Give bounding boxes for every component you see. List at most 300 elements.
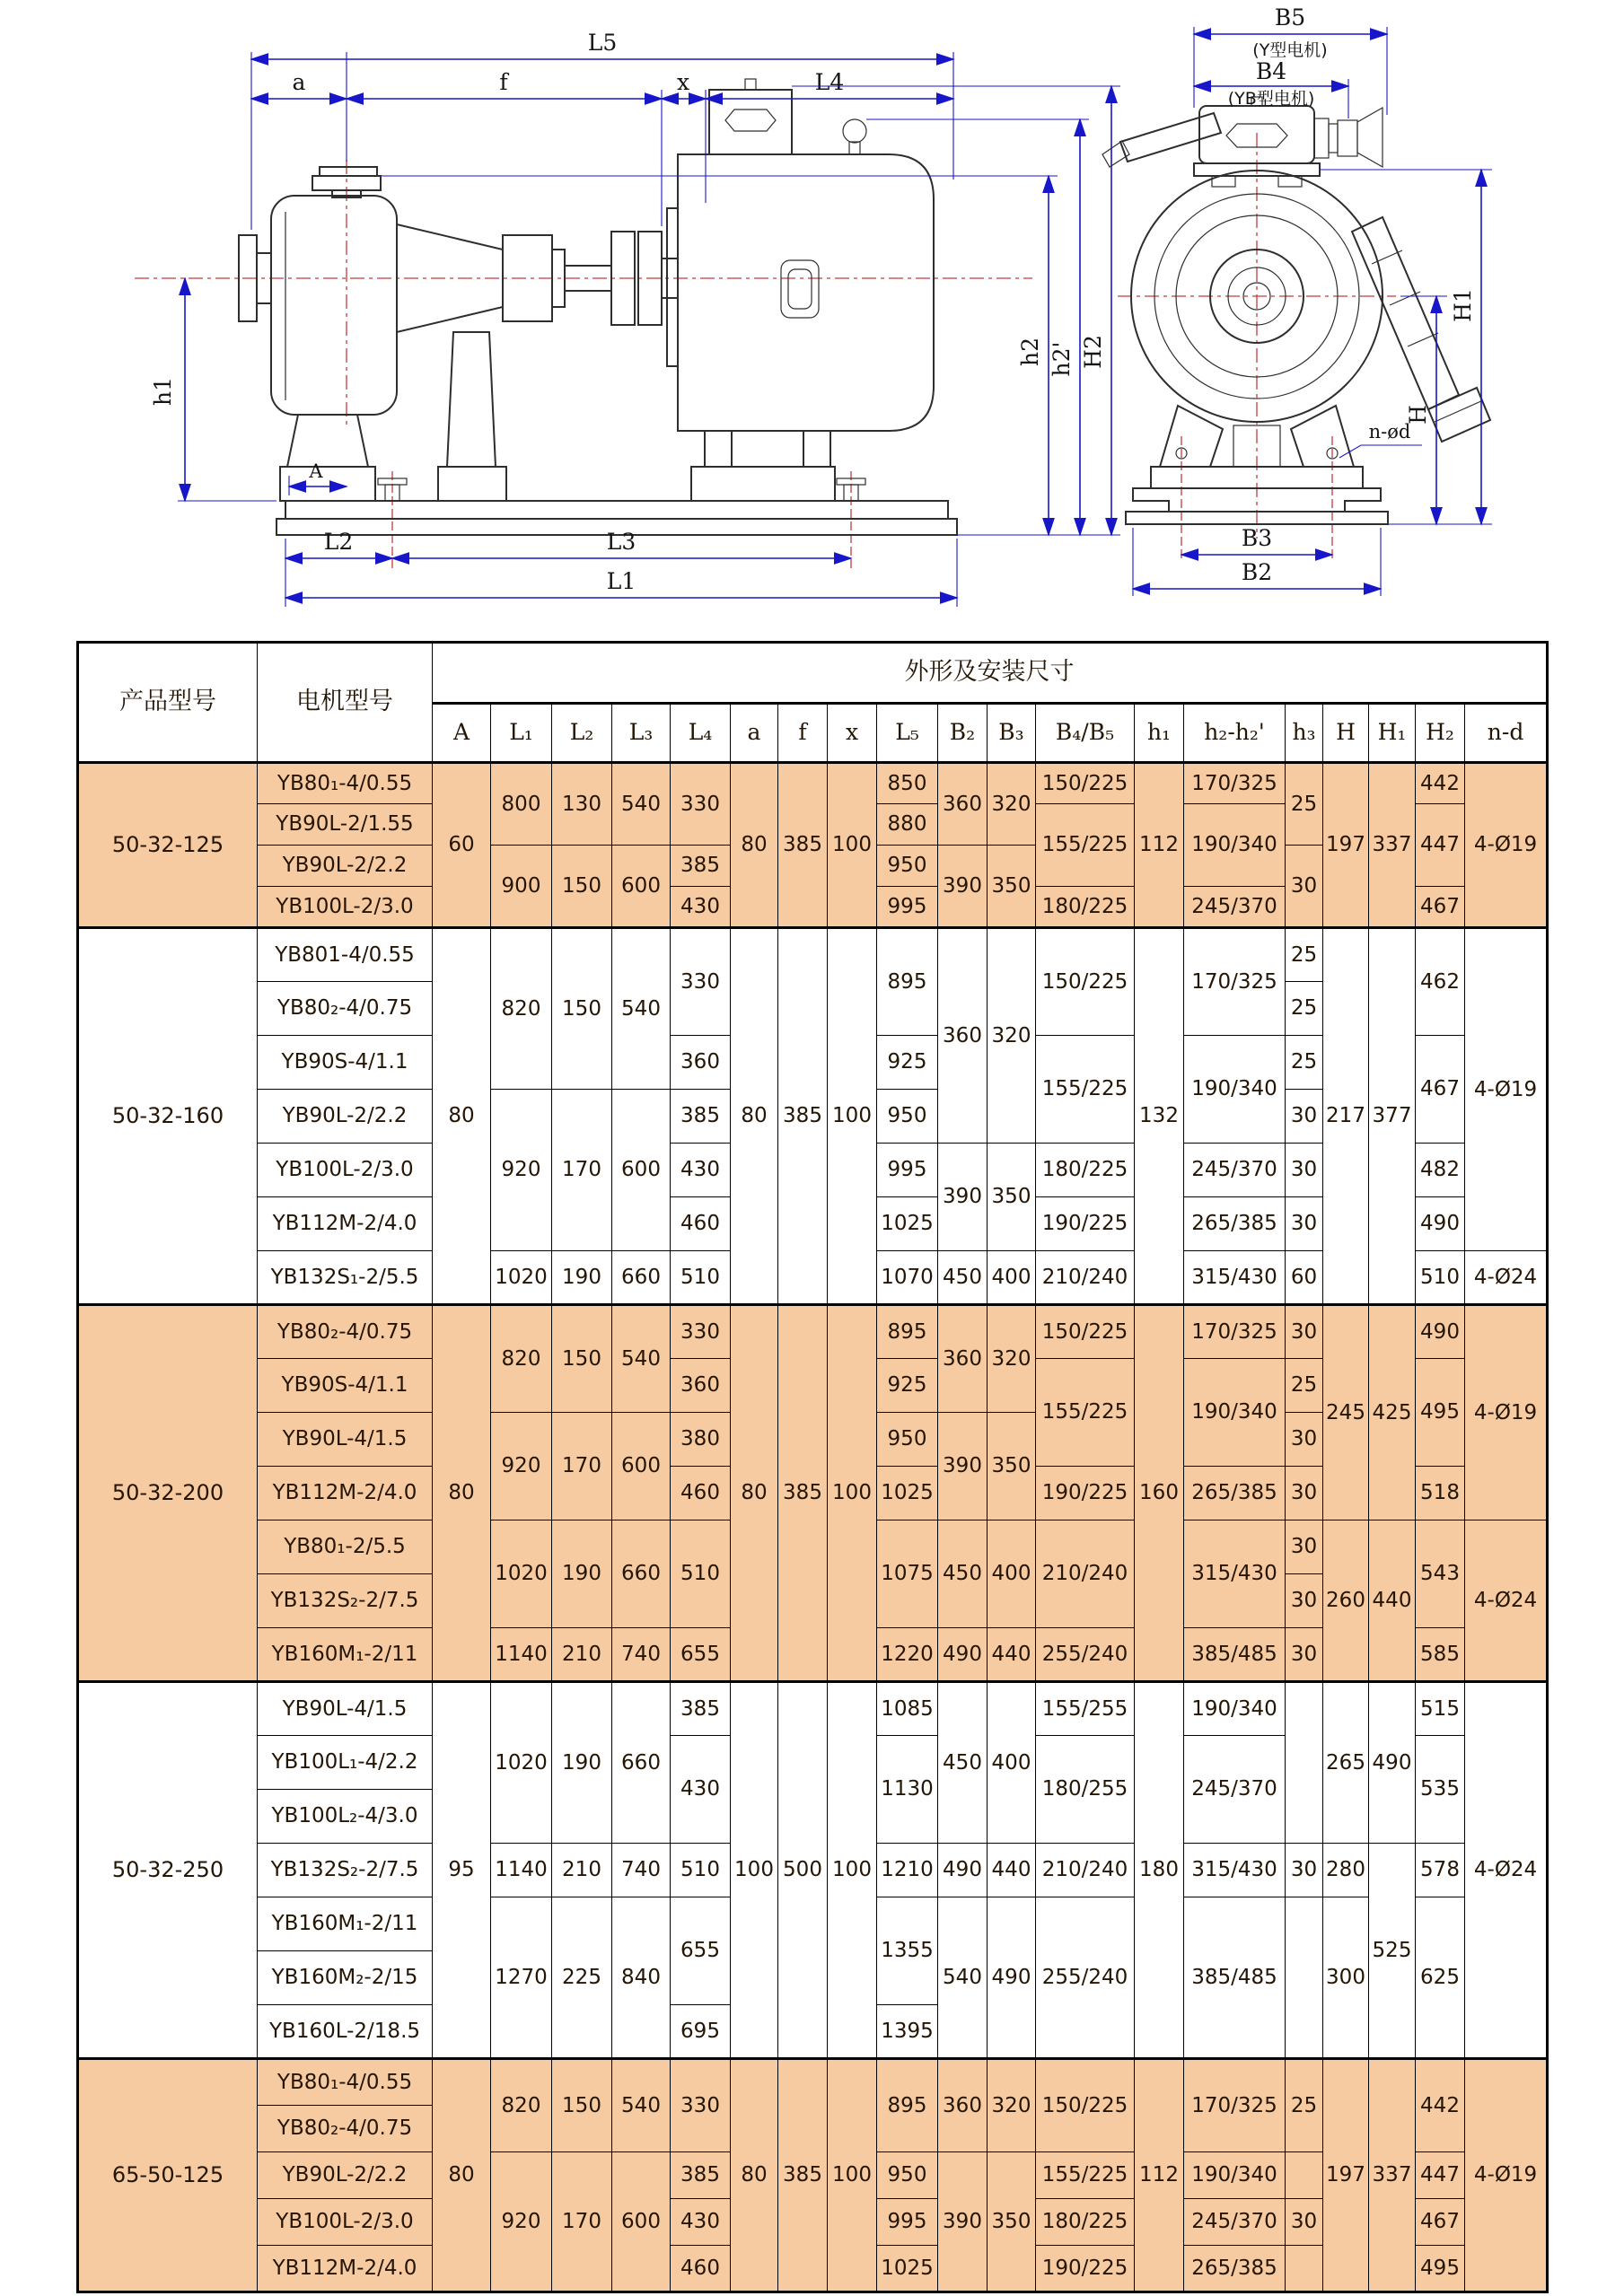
dim-cell: 360 [671, 1036, 731, 1090]
dim-cell: 330 [671, 2059, 731, 2152]
dim-cell: 740 [612, 1844, 671, 1897]
dim-cell: 315/430 [1184, 1844, 1286, 1897]
dim-cell: 30 [1286, 1144, 1323, 1197]
dim-cell: 25 [1286, 1036, 1323, 1090]
motor-model-cell: YB160M₁-2/11 [258, 1897, 433, 1951]
dim-cell: 440 [1369, 1520, 1416, 1682]
header-product-model: 产品型号 [78, 643, 258, 763]
dim-cell: 80 [731, 1305, 778, 1682]
dim-cell: 265/385 [1184, 1197, 1286, 1251]
dim-cell: 315/430 [1184, 1251, 1286, 1305]
col-header-H: H [1323, 704, 1369, 763]
dim-cell: 217 [1323, 928, 1369, 1305]
dim-cell: 600 [612, 1090, 671, 1251]
dim-cell: 800 [491, 763, 552, 846]
header-dims-title: 外形及安装尺寸 [433, 643, 1548, 704]
dim-cell: 245/370 [1184, 1144, 1286, 1197]
dim-cell [1286, 2246, 1323, 2292]
motor-model-cell: YB80₂-4/0.75 [258, 982, 433, 1036]
dim-cell: 500 [778, 1682, 828, 2059]
dim-cell: 525 [1369, 1844, 1416, 2059]
dim-cell: 1270 [491, 1897, 552, 2059]
dim-cell: 100 [828, 763, 877, 928]
dim-cell: 190/340 [1184, 1036, 1286, 1144]
motor-model-cell: YB112M-2/4.0 [258, 1197, 433, 1251]
dim-cell: 920 [491, 1413, 552, 1520]
dim-label-L5: L5 [587, 30, 618, 56]
dim-cell: 510 [671, 1844, 731, 1897]
dim-cell: 385 [671, 846, 731, 887]
dim-cell: 540 [612, 928, 671, 1090]
dim-cell: 495 [1416, 2246, 1465, 2292]
dim-cell: 190 [552, 1682, 612, 1844]
dim-cell: 510 [671, 1251, 731, 1305]
col-header-B2: B₂ [938, 704, 988, 763]
dim-cell: 225 [552, 1897, 612, 2059]
dim-cell: 1355 [877, 1897, 938, 2005]
dim-cell: 950 [877, 846, 938, 887]
dim-cell: 180 [1135, 1682, 1184, 2059]
dim-cell: 80 [731, 763, 778, 928]
dim-cell: 100 [828, 928, 877, 1305]
header-motor-model: 电机型号 [258, 643, 433, 763]
dim-cell: 210/240 [1036, 1844, 1135, 1897]
dim-cell: 30 [1286, 1574, 1323, 1628]
dim-cell: 360 [938, 928, 988, 1144]
motor-model-cell: YB132S₁-2/5.5 [258, 1251, 433, 1305]
dim-cell: 350 [988, 846, 1036, 928]
dim-cell: 130 [552, 763, 612, 846]
dim-cell: 490 [1369, 1682, 1416, 1844]
dim-label-n-d: n-ød [1368, 421, 1411, 443]
col-header-B4-B5: B₄/B₅ [1036, 704, 1135, 763]
dim-cell: 1020 [491, 1682, 552, 1844]
motor-model-cell: YB132S₂-2/7.5 [258, 1574, 433, 1628]
dim-label-H1: H1 [1450, 288, 1476, 322]
dim-cell: 430 [671, 1736, 731, 1844]
dim-label-a: a [292, 69, 306, 95]
dim-cell: 100 [828, 2059, 877, 2292]
dim-cell: 360 [938, 1305, 988, 1413]
dim-cell: 170/325 [1184, 763, 1286, 804]
motor-model-cell: YB80₁-4/0.55 [258, 763, 433, 804]
dim-cell: 300 [1323, 1897, 1369, 2059]
dim-cell: 155/225 [1036, 804, 1135, 887]
dim-cell: 462 [1416, 928, 1465, 1036]
motor-model-cell: YB112M-2/4.0 [258, 2246, 433, 2292]
dim-cell: 425 [1369, 1305, 1416, 1520]
dim-cell: 655 [671, 1897, 731, 2005]
col-header-L4: L₄ [671, 704, 731, 763]
dim-cell: 400 [988, 1251, 1036, 1305]
motor-model-cell: YB80₂-4/0.75 [258, 2106, 433, 2152]
dim-cell: 1130 [877, 1736, 938, 1844]
dim-cell: 180/225 [1036, 887, 1135, 928]
motor-model-cell: YB90L-2/2.2 [258, 1090, 433, 1144]
col-header-h1: h₁ [1135, 704, 1184, 763]
col-header-L3: L₃ [612, 704, 671, 763]
front-dimensions [1133, 4, 1492, 596]
dim-cell: 330 [671, 928, 731, 1036]
dim-cell: 4-Ø19 [1465, 1305, 1548, 1520]
dim-cell: 150/225 [1036, 763, 1135, 804]
dim-cell: 30 [1286, 1090, 1323, 1144]
dim-cell: 385 [778, 928, 828, 1305]
dim-cell: 400 [988, 1682, 1036, 1844]
dim-cell: 950 [877, 2152, 938, 2199]
col-header-H2: H₂ [1416, 704, 1465, 763]
col-header-A: A [433, 704, 491, 763]
dim-cell: 995 [877, 887, 938, 928]
dim-cell: 80 [433, 928, 491, 1305]
dim-cell: 660 [612, 1251, 671, 1305]
dim-cell: 197 [1323, 2059, 1369, 2292]
motor-model-cell: YB80₁-2/5.5 [258, 1520, 433, 1574]
dim-cell: 840 [612, 1897, 671, 2059]
dim-cell: 132 [1135, 928, 1184, 1305]
motor-model-cell: YB160M₁-2/11 [258, 1628, 433, 1682]
dim-cell: 320 [988, 928, 1036, 1144]
dim-cell: 4-Ø24 [1465, 1682, 1548, 2059]
dim-label-L4: L4 [814, 69, 845, 95]
dim-cell: 385 [778, 1305, 828, 1682]
dim-cell: 740 [612, 1628, 671, 1682]
dim-cell: 515 [1416, 1682, 1465, 1736]
motor-type-note-y: (Y型电机) [1252, 40, 1328, 60]
side-view [135, 30, 1120, 607]
dim-cell: 540 [612, 1305, 671, 1413]
motor-model-cell: YB90L-2/2.2 [258, 2152, 433, 2199]
dim-cell: 390 [938, 1413, 988, 1520]
dim-cell: 430 [671, 2199, 731, 2246]
dim-cell: 460 [671, 2246, 731, 2292]
dim-cell: 190/225 [1036, 1197, 1135, 1251]
dim-cell: 100 [828, 1305, 877, 1682]
col-header-f: f [778, 704, 828, 763]
dim-cell: 112 [1135, 2059, 1184, 2292]
dim-cell: 30 [1286, 846, 1323, 928]
dim-label-f: f [499, 69, 508, 95]
dim-cell: 578 [1416, 1844, 1465, 1897]
dim-cell: 30 [1286, 1844, 1323, 1897]
dim-cell: 25 [1286, 982, 1323, 1036]
dim-cell: 30 [1286, 1628, 1323, 1682]
dim-table-body [78, 763, 1548, 2292]
dim-cell: 895 [877, 1305, 938, 1359]
dim-cell: 390 [938, 1144, 988, 1251]
dim-cell: 320 [988, 763, 1036, 846]
dim-cell: 820 [491, 2059, 552, 2152]
dim-cell: 95 [433, 1682, 491, 2059]
dim-cell: 895 [877, 928, 938, 1036]
product-model-cell: 50-32-160 [78, 928, 258, 1305]
dim-cell: 100 [828, 1682, 877, 2059]
dim-cell: 467 [1416, 887, 1465, 928]
motor-model-cell: YB132S₂-2/7.5 [258, 1844, 433, 1897]
dim-cell: 442 [1416, 2059, 1465, 2152]
dim-cell: 385 [671, 2152, 731, 2199]
dim-cell: 1140 [491, 1628, 552, 1682]
col-header-L1: L₁ [491, 704, 552, 763]
product-model-cell: 50-32-200 [78, 1305, 258, 1682]
dim-cell: 1070 [877, 1251, 938, 1305]
dim-cell: 100 [731, 1682, 778, 2059]
dim-cell: 540 [612, 2059, 671, 2152]
dim-cell: 260 [1323, 1520, 1369, 1682]
dim-cell: 350 [988, 1413, 1036, 1520]
dim-cell: 1020 [491, 1520, 552, 1628]
dim-cell: 112 [1135, 763, 1184, 928]
dim-cell: 190/340 [1184, 1682, 1286, 1736]
dim-cell: 25 [1286, 928, 1323, 982]
dim-cell: 1075 [877, 1520, 938, 1628]
dim-cell: 155/255 [1036, 1682, 1135, 1736]
dim-cell: 337 [1369, 763, 1416, 928]
dim-cell: 350 [988, 1144, 1036, 1251]
dim-cell: 190/225 [1036, 1467, 1135, 1520]
motor-model-cell: YB160L-2/18.5 [258, 2005, 433, 2059]
dim-cell: 315/430 [1184, 1520, 1286, 1628]
col-header-x: x [828, 704, 877, 763]
baseplate [277, 478, 957, 535]
dim-cell: 245/370 [1184, 1736, 1286, 1844]
dim-label-H: H [1405, 405, 1431, 425]
dim-cell: 360 [938, 763, 988, 846]
dim-cell: 460 [671, 1467, 731, 1520]
dim-label-h1: h1 [150, 376, 176, 407]
dim-cell: 150/225 [1036, 1305, 1135, 1359]
motor-model-cell: YB100L-2/3.0 [258, 887, 433, 928]
dim-cell [1286, 1897, 1323, 2059]
dim-cell: 655 [671, 1628, 731, 1682]
dim-cell: 495 [1416, 1359, 1465, 1467]
dim-cell: 1025 [877, 1197, 938, 1251]
dim-cell: 150 [552, 928, 612, 1090]
motor-model-cell: YB100L-2/3.0 [258, 1144, 433, 1197]
dim-cell: 210/240 [1036, 1251, 1135, 1305]
motor-model-cell: YB90S-4/1.1 [258, 1036, 433, 1090]
technical-drawing [0, 0, 1624, 637]
dim-cell: 245/370 [1184, 2199, 1286, 2246]
dim-label-L3: L3 [606, 529, 636, 555]
dim-cell: 150/225 [1036, 2059, 1135, 2152]
dim-cell: 440 [988, 1628, 1036, 1682]
dim-cell: 210 [552, 1844, 612, 1897]
motor-model-cell: YB112M-2/4.0 [258, 1467, 433, 1520]
dim-cell: 4-Ø24 [1465, 1520, 1548, 1682]
dim-cell: 4-Ø19 [1465, 928, 1548, 1251]
dim-cell: 1025 [877, 2246, 938, 2292]
dim-cell: 25 [1286, 763, 1323, 846]
motor-model-cell: YB100L₂-4/3.0 [258, 1790, 433, 1844]
dim-label-x: x [676, 69, 690, 95]
dim-label-H2: H2 [1080, 335, 1106, 369]
dim-cell: 820 [491, 1305, 552, 1413]
dim-cell: 920 [491, 2152, 552, 2292]
dim-cell: 320 [988, 2059, 1036, 2152]
dim-label-B3: B3 [1241, 525, 1273, 551]
dim-cell: 510 [671, 1520, 731, 1628]
dim-cell: 80 [433, 1305, 491, 1682]
dim-cell: 280 [1323, 1844, 1369, 1897]
dim-cell: 490 [938, 1844, 988, 1897]
dim-cell: 518 [1416, 1467, 1465, 1520]
dim-cell: 482 [1416, 1144, 1465, 1197]
dim-label-B5: B5 [1274, 4, 1306, 31]
dim-cell: 695 [671, 2005, 731, 2059]
dim-cell: 430 [671, 1144, 731, 1197]
dim-cell: 1020 [491, 1251, 552, 1305]
dim-cell: 245/370 [1184, 887, 1286, 928]
dim-cell: 540 [612, 763, 671, 846]
dim-cell: 600 [612, 2152, 671, 2292]
dim-cell: 400 [988, 1520, 1036, 1628]
motor-model-cell: YB100L₁-4/2.2 [258, 1736, 433, 1790]
dim-cell: 1140 [491, 1844, 552, 1897]
dim-cell: 150 [552, 1305, 612, 1413]
dim-cell: 390 [938, 846, 988, 928]
dim-cell: 170/325 [1184, 1305, 1286, 1359]
motor-model-cell: YB160M₂-2/15 [258, 1951, 433, 2005]
dim-cell: 210 [552, 1628, 612, 1682]
motor-side [667, 79, 934, 501]
dim-cell: 447 [1416, 2152, 1465, 2199]
dim-cell: 925 [877, 1036, 938, 1090]
dim-cell: 385 [778, 2059, 828, 2292]
dim-cell: 255/240 [1036, 1628, 1135, 1682]
dim-cell: 4-Ø19 [1465, 2059, 1548, 2292]
dim-cell: 600 [612, 1413, 671, 1520]
motor-model-cell: YB90L-4/1.5 [258, 1682, 433, 1736]
dim-label-A: A [309, 460, 323, 482]
motor-model-cell: YB100L-2/3.0 [258, 2199, 433, 2246]
dim-cell: 30 [1286, 1413, 1323, 1467]
dim-cell: 330 [671, 763, 731, 846]
dimensions-table-wrap [76, 641, 1549, 2293]
dim-cell: 190/225 [1036, 2246, 1135, 2292]
dim-cell: 535 [1416, 1736, 1465, 1844]
dim-cell: 447 [1416, 804, 1465, 887]
dim-cell: 197 [1323, 763, 1369, 928]
dim-cell: 440 [988, 1844, 1036, 1897]
dim-cell: 160 [1135, 1305, 1184, 1682]
dim-cell: 600 [612, 846, 671, 928]
dim-cell: 245 [1323, 1305, 1369, 1520]
dim-cell: 460 [671, 1197, 731, 1251]
dim-cell: 150 [552, 2059, 612, 2152]
dim-cell [1286, 1682, 1323, 1844]
product-model-cell: 65-50-125 [78, 2059, 258, 2292]
dim-cell: 900 [491, 846, 552, 928]
dim-cell: 190 [552, 1251, 612, 1305]
dim-cell: 490 [938, 1628, 988, 1682]
dim-cell: 30 [1286, 2199, 1323, 2246]
dim-cell: 1210 [877, 1844, 938, 1897]
dim-cell: 430 [671, 887, 731, 928]
dim-cell: 170/325 [1184, 2059, 1286, 2152]
dim-cell: 180/225 [1036, 1144, 1135, 1197]
dim-cell: 360 [938, 2059, 988, 2152]
motor-model-cell: YB80₁-4/0.55 [258, 2059, 433, 2106]
dim-cell: 150 [552, 846, 612, 928]
dim-cell: 377 [1369, 928, 1416, 1305]
dim-cell: 540 [938, 1897, 988, 2059]
dim-cell: 350 [988, 2152, 1036, 2292]
col-header-a: a [731, 704, 778, 763]
dim-cell: 390 [938, 2152, 988, 2292]
dim-cell: 625 [1416, 1897, 1465, 2059]
dim-cell: 155/225 [1036, 2152, 1135, 2199]
dim-cell: 920 [491, 1090, 552, 1251]
dim-cell: 25 [1286, 2059, 1323, 2152]
dim-cell: 385 [778, 763, 828, 928]
dim-cell: 180/255 [1036, 1736, 1135, 1844]
col-header-h2-h2: h₂-h₂' [1184, 704, 1286, 763]
dim-cell: 4-Ø24 [1465, 1251, 1548, 1305]
dim-cell: 850 [877, 763, 938, 804]
dim-cell: 660 [612, 1682, 671, 1844]
dim-cell: 880 [877, 804, 938, 846]
dim-label-h2-prime: h2' [1049, 341, 1075, 377]
dim-cell: 30 [1286, 1467, 1323, 1520]
col-header-L2: L₂ [552, 704, 612, 763]
motor-model-cell: YB90S-4/1.1 [258, 1359, 433, 1413]
dimensions-table [76, 641, 1549, 2293]
dim-cell: 995 [877, 1144, 938, 1197]
dim-cell [1286, 2152, 1323, 2199]
motor-model-cell: YB90L-4/1.5 [258, 1413, 433, 1467]
dim-cell: 450 [938, 1682, 988, 1844]
dim-cell: 30 [1286, 1197, 1323, 1251]
dim-cell: 255/240 [1036, 1897, 1135, 2059]
dim-cell: 80 [731, 928, 778, 1305]
dim-cell: 60 [1286, 1251, 1323, 1305]
dim-cell: 450 [938, 1520, 988, 1628]
dim-cell: 170 [552, 1090, 612, 1251]
dim-label-L2: L2 [323, 529, 354, 555]
col-header-n-d: n-d [1465, 704, 1548, 763]
motor-model-cell: YB801-4/0.55 [258, 928, 433, 982]
pump-front [1102, 97, 1490, 524]
dim-cell: 210/240 [1036, 1520, 1135, 1628]
dim-cell: 337 [1369, 2059, 1416, 2292]
dim-cell: 190/340 [1184, 2152, 1286, 2199]
motor-model-cell: YB90L-2/2.2 [258, 846, 433, 887]
dim-cell: 4-Ø19 [1465, 763, 1548, 928]
dim-cell: 320 [988, 1305, 1036, 1413]
dim-cell: 150/225 [1036, 928, 1135, 1036]
dim-cell: 450 [938, 1251, 988, 1305]
dim-cell: 155/225 [1036, 1359, 1135, 1467]
dim-cell: 265/385 [1184, 2246, 1286, 2292]
motor-model-cell: YB80₂-4/0.75 [258, 1305, 433, 1359]
dim-cell: 585 [1416, 1628, 1465, 1682]
dim-cell: 1085 [877, 1682, 938, 1736]
dim-cell: 155/225 [1036, 1036, 1135, 1144]
dim-cell: 490 [1416, 1305, 1465, 1359]
dim-cell: 660 [612, 1520, 671, 1628]
dim-cell: 80 [433, 2059, 491, 2292]
dim-cell: 25 [1286, 1359, 1323, 1413]
dim-cell: 170 [552, 2152, 612, 2292]
dim-cell: 950 [877, 1090, 938, 1144]
dim-cell: 995 [877, 2199, 938, 2246]
motor-type-note-yb: (YB型电机) [1227, 89, 1315, 109]
motor-model-cell: YB90L-2/1.55 [258, 804, 433, 846]
dim-label-L1: L1 [606, 568, 636, 594]
dim-cell: 925 [877, 1359, 938, 1413]
dim-cell: 190/340 [1184, 804, 1286, 887]
